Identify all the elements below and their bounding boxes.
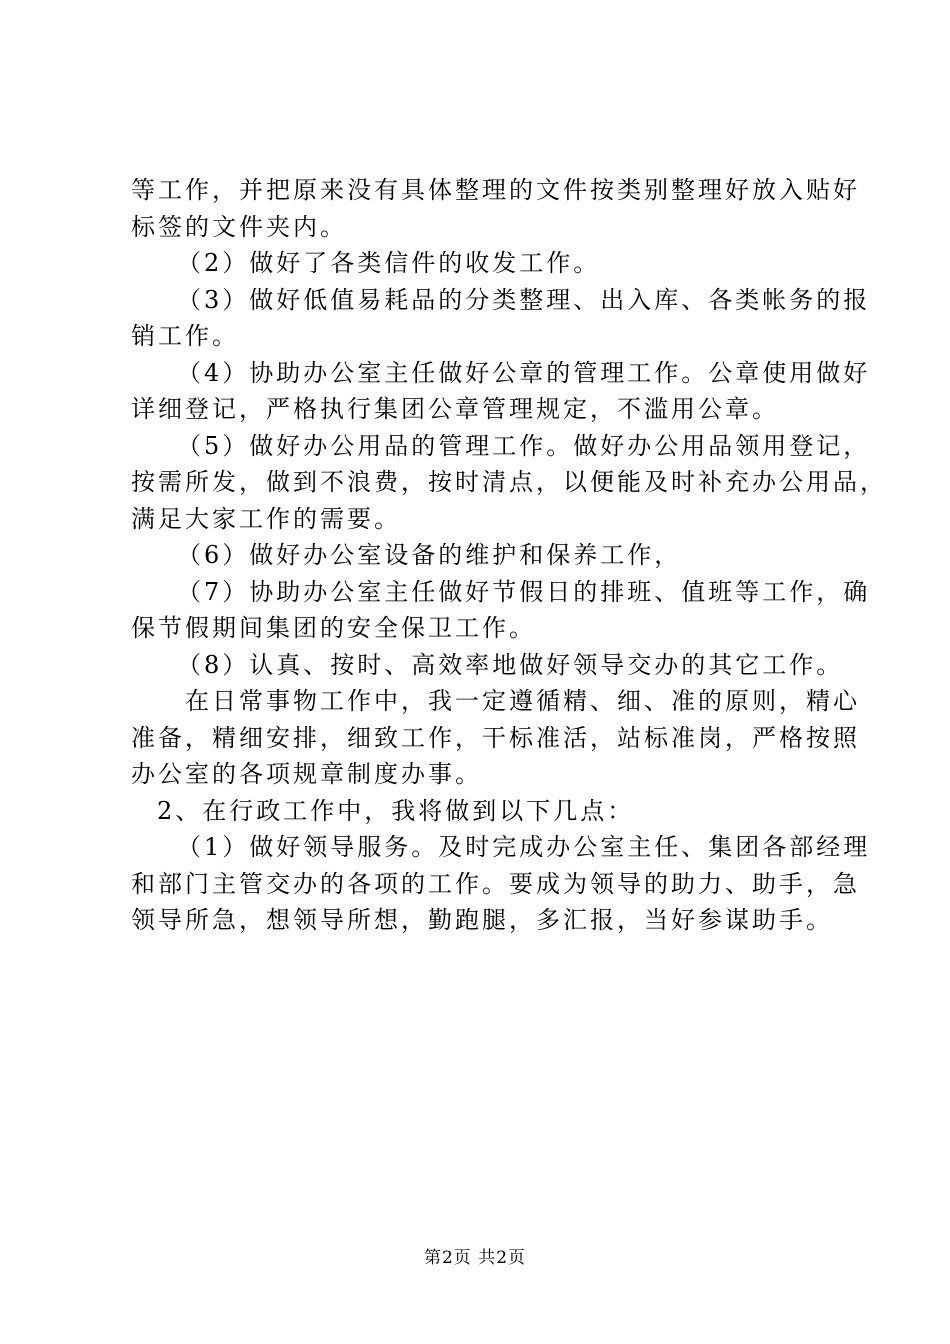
text-line: 等工作，并把原来没有具体整理的文件按类别整理好放入贴好: [131, 176, 860, 204]
page-footer: 第2页 共2页: [423, 1248, 527, 1268]
text-line: 领导所急，想领导所想，勤跑腿，多汇报，当好参谋助手。: [131, 906, 833, 934]
text-line: 按需所发，做到不浪费，按时清点，以便能及时补充办公用品，: [131, 468, 887, 496]
text-line: 2、在行政工作中，我将做到以下几点：: [157, 796, 635, 825]
text-line: 保节假期间集团的安全保卫工作。: [131, 614, 536, 642]
text-line: （4）协助办公室主任做好公章的管理工作。公章使用做好: [177, 358, 871, 387]
text-line: 标签的文件夹内。: [131, 212, 347, 241]
text-line: （8）认真、按时、高效率地做好领导交办的其它工作。: [177, 650, 844, 679]
text-line: （3）做好低值易耗品的分类整理、出入库、各类帐务的报: [177, 285, 871, 314]
text-line: 和部门主管交办的各项的工作。要成为领导的助力、助手，急: [131, 869, 860, 898]
text-line: 准备，精细安排，细致工作，干标准活，站标准岗，严格按照: [131, 723, 860, 752]
text-line: （1）做好领导服务。及时完成办公室主任、集团各部经理: [177, 833, 871, 861]
text-line: 在日常事物工作中，我一定遵循精、细、准的原则，精心: [185, 687, 860, 715]
text-line: 详细登记，严格执行集团公章管理规定，不滥用公章。: [131, 395, 779, 423]
text-line: 满足大家工作的需要。: [131, 504, 401, 533]
document-body: [131, 172, 887, 939]
text-line: （2）做好了各类信件的收发工作。: [177, 249, 601, 277]
text-line: （6）做好办公室设备的维护和保养工作，: [177, 541, 682, 569]
text-line: （7）协助办公室主任做好节假日的排班、值班等工作，确: [177, 577, 871, 606]
text-line: （5）做好办公用品的管理工作。做好办公用品领用登记，: [177, 431, 871, 460]
text-line: 销工作。: [131, 322, 239, 350]
text-line: 办公室的各项规章制度办事。: [131, 760, 482, 788]
